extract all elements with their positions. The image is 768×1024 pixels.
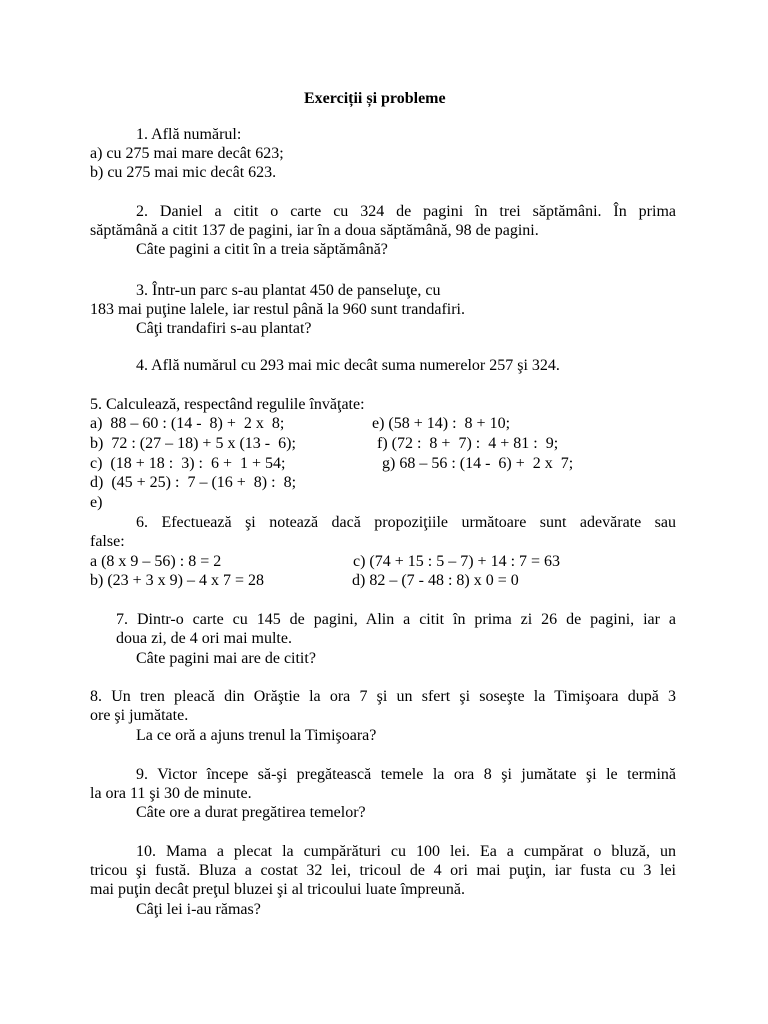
problem-5-item-f: f) (72 : 8 + 7) : 4 + 81 : 9; <box>377 435 559 452</box>
problem-3-line-1: 3. Într-un parc s-au plantat 450 de panseluţe, cu <box>136 282 441 299</box>
problem-3-question: Câţi trandafiri s-au plantat? <box>136 320 312 337</box>
problem-5-item-d: d) (45 + 25) : 7 – (16 + 8) : 8; <box>90 474 297 491</box>
problem-1-item-a: a) cu 275 mai mare decât 623; <box>90 145 284 162</box>
problem-1-question: 1. Află numărul: <box>136 126 242 143</box>
problem-10-question: Câţi lei i-au rămas? <box>136 901 261 918</box>
problem-10-line-1: 10. Mama a plecat la cumpărături cu 100 lei. Ea a cumpărat o bluză, un <box>136 843 676 860</box>
problem-9-line-2: la ora 11 şi 30 de minute. <box>90 785 252 802</box>
problem-6-item-a: a (8 x 9 – 56) : 8 = 2 <box>90 553 222 570</box>
problem-8-line-1: 8. Un tren pleacă din Orăştie la ora 7 şi un sfert şi soseşte la Timişoara după 3 <box>90 688 676 705</box>
problem-1-item-b: b) cu 275 mai mic decât 623. <box>90 164 277 181</box>
problem-4-line-1: 4. Află numărul cu 293 mai mic decât suma numerelor 257 şi 324. <box>136 357 560 374</box>
problem-7-line-2: doua zi, de 4 ori mai multe. <box>116 630 292 647</box>
problem-6-line-2: false: <box>90 533 125 550</box>
problem-10-line-3: mai puţin decât preţul bluzei şi al tricoului luate împreună. <box>90 881 465 898</box>
problem-6-item-d: d) 82 – (7 - 48 : 8) x 0 = 0 <box>352 572 519 589</box>
problem-5-item-e2: e) <box>90 494 103 511</box>
problem-7-line-1: 7. Dintr-o carte cu 145 de pagini, Alin a citit în prima zi 26 de pagini, iar a <box>116 611 676 628</box>
problem-2-line-1: 2. Daniel a citit o carte cu 324 de pagini în trei săptămâni. În prima <box>136 203 676 220</box>
problem-9-question: Câte ore a durat pregătirea temelor? <box>136 804 366 821</box>
problem-10-line-2: tricou şi fustă. Bluza a costat 32 lei, tricoul de 4 ori mai puţin, iar fusta cu 3 lei <box>90 862 676 879</box>
problem-7-question: Câte pagini mai are de citit? <box>136 650 316 667</box>
problem-5-item-g: g) 68 – 56 : (14 - 6) + 2 x 7; <box>382 455 574 472</box>
problem-5-item-e: e) (58 + 14) : 8 + 10; <box>372 415 511 432</box>
problem-5-question: 5. Calculează, respectând regulile învăţate: <box>90 396 365 413</box>
problem-5-item-b: b) 72 : (27 – 18) + 5 x (13 - 6); <box>90 435 296 452</box>
problem-2-line-2: săptămână a citit 137 de pagini, iar în a doua săptămână, 98 de pagini. <box>90 222 539 239</box>
problem-6-line-1: 6. Efectuează şi notează dacă propoziţiile următoare sunt adevărate sau <box>136 514 676 531</box>
problem-5-item-a: a) 88 – 60 : (14 - 8) + 2 x 8; <box>90 415 285 432</box>
problem-3-line-2: 183 mai puţine lalele, iar restul până la 960 sunt trandafiri. <box>90 301 465 318</box>
page-title: Exerciții și probleme <box>304 90 446 107</box>
problem-6-item-c: c) (74 + 15 : 5 – 7) + 14 : 7 = 63 <box>353 553 561 570</box>
problem-8-line-2: ore şi jumătate. <box>90 707 189 724</box>
problem-9-line-1: 9. Victor începe să-şi pregătească temele la ora 8 şi jumătate şi le termină <box>136 766 676 783</box>
problem-6-item-b: b) (23 + 3 x 9) – 4 x 7 = 28 <box>90 572 265 589</box>
problem-5-item-c: c) (18 + 18 : 3) : 6 + 1 + 54; <box>90 455 286 472</box>
problem-2-question: Câte pagini a citit în a treia săptămână? <box>136 241 388 258</box>
problem-8-question: La ce oră a ajuns trenul la Timişoara? <box>136 727 377 744</box>
